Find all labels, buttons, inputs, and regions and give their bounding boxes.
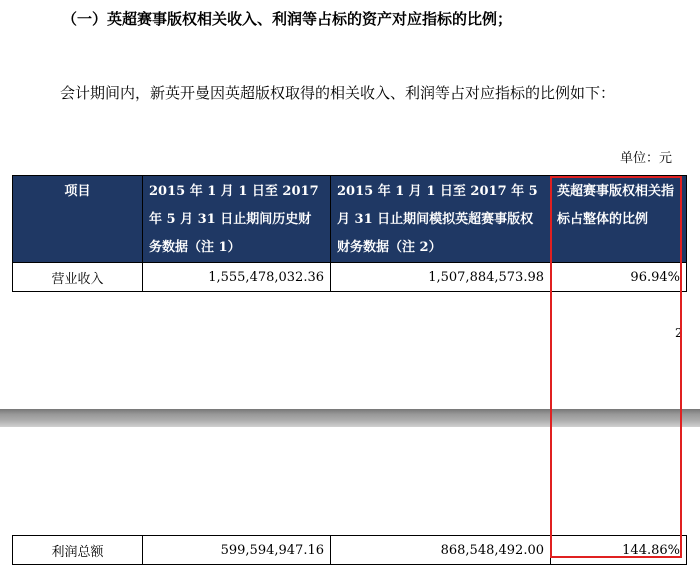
- row-historical: 1,555,478,032.36: [143, 263, 331, 292]
- section-heading: （一）英超赛事版权相关收入、利润等占标的资产对应指标的比例；: [62, 10, 513, 28]
- row-item: 营业收入: [13, 263, 143, 292]
- ratio-column-highlight: [550, 176, 682, 558]
- header-item: 项目: [13, 176, 143, 263]
- row-simulated: 868,548,492.00: [331, 536, 551, 565]
- unit-label: 单位：元: [619, 151, 672, 166]
- row-item: 利润总额: [13, 536, 143, 565]
- header-simulated: 2015 年 1 月 1 日至 2017 年 5 月 31 日止期间模拟英超赛事版权财务数据（注 2）: [331, 176, 551, 263]
- row-simulated: 1,507,884,573.98: [331, 263, 551, 292]
- row-ratio: 144.86%: [551, 536, 687, 565]
- header-historical: 2015 年 1 月 1 日至 2017 年 5 月 31 日止期间历史财务数据（注 1）: [143, 176, 331, 263]
- header-ratio: 英超赛事版权相关指标占整体的比例: [551, 176, 687, 263]
- page-number: 2: [675, 326, 683, 340]
- row-ratio: 96.94%: [551, 263, 687, 292]
- row-historical: 599,594,947.16: [143, 536, 331, 565]
- intro-paragraph: 会计期间内，新英开曼因英超版权取得的相关收入、利润等占对应指标的比例如下：: [60, 84, 616, 102]
